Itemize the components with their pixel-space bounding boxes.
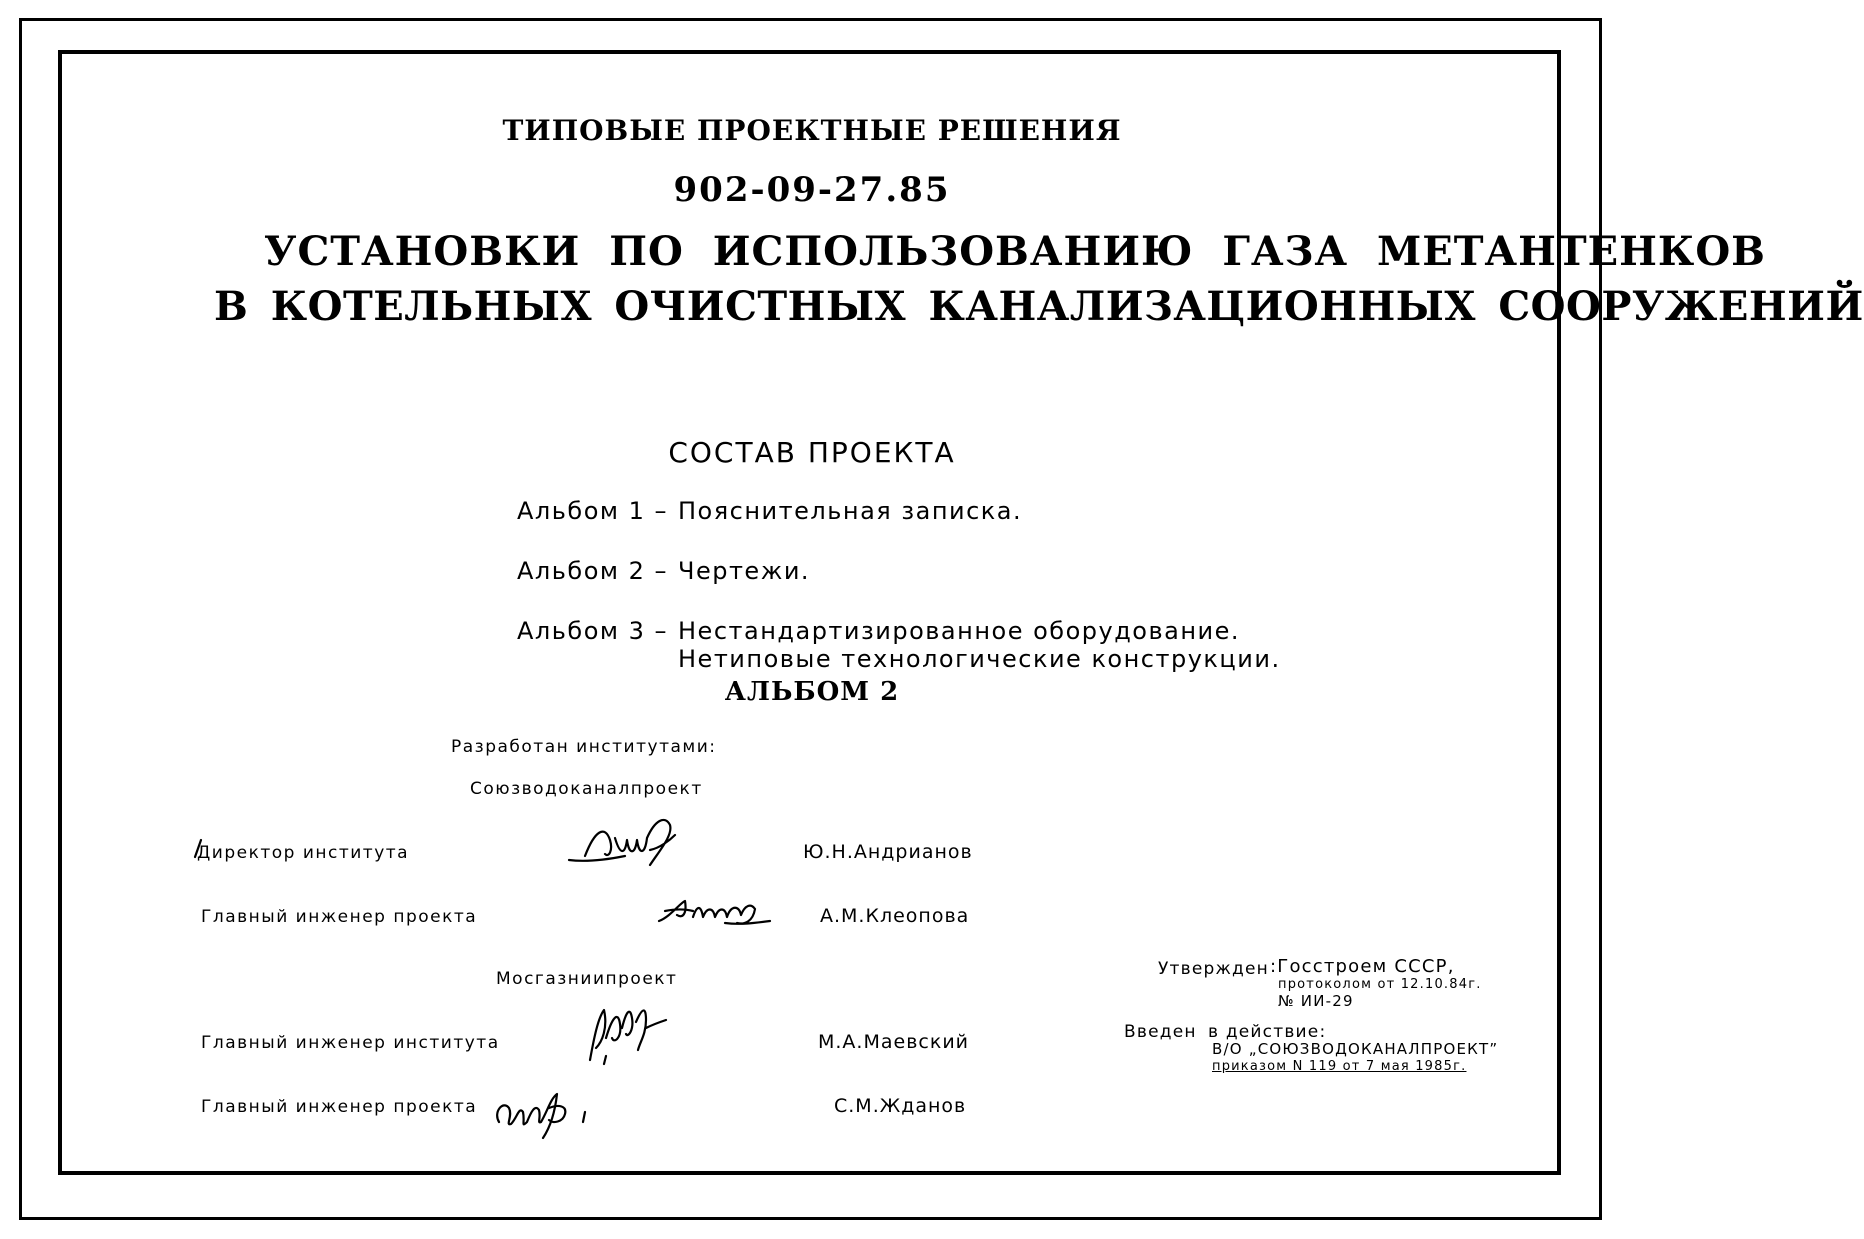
series-label: ТИПОВЫЕ ПРОЕКТНЫЕ РЕШЕНИЯ bbox=[502, 114, 1122, 147]
signatory-role-chief-engineer-2: Главный инженер проекта bbox=[201, 1097, 478, 1117]
signatory-name-zhdanov: С.М.Жданов bbox=[834, 1095, 967, 1117]
signatory-name-andrianov: Ю.Н.Андрианов bbox=[803, 841, 973, 863]
introduced-organization: В/О „СОЮЗВОДОКАНАЛПРОЕКТ” bbox=[1212, 1040, 1499, 1058]
signatory-name-maevsky: М.А.Маевский bbox=[818, 1031, 970, 1053]
signature-zhdanov bbox=[493, 1082, 603, 1147]
signatory-role-chief-engineer-institute: Главный инженер института bbox=[201, 1033, 500, 1053]
signatory-name-kleopova: А.М.Клеопова bbox=[820, 905, 970, 927]
album-1-text: Пояснительная записка. bbox=[678, 497, 1023, 525]
approval-protocol-number: № ИИ-29 bbox=[1278, 992, 1354, 1010]
approved-by: :Госстроем СССР, bbox=[1270, 956, 1455, 977]
album-1-label: Альбом 1 – bbox=[517, 497, 669, 525]
album-3-label: Альбом 3 – bbox=[517, 617, 669, 645]
signatory-role-director: Директор института bbox=[197, 843, 410, 863]
contents-heading: СОСТАВ ПРОЕКТА bbox=[668, 436, 956, 469]
org-mosgazniiproekt: Мосгазниипроект bbox=[496, 969, 678, 989]
signatory-role-chief-engineer-1: Главный инженер проекта bbox=[201, 907, 478, 927]
document-number: 902-09-27.85 bbox=[673, 170, 951, 210]
album-2-label: Альбом 2 – bbox=[517, 557, 669, 585]
title-line-2: В КОТЕЛЬНЫХ ОЧИСТНЫХ КАНАЛИЗАЦИОННЫХ СООРУЖЕНИЙ bbox=[214, 283, 1864, 330]
current-album-label: АЛЬБОМ 2 bbox=[724, 677, 900, 707]
introduced-text: в действие: bbox=[1208, 1022, 1327, 1042]
introduced-label: Введен bbox=[1124, 1022, 1197, 1042]
org-soyuzvodokanalproekt: Союзводоканалпроект bbox=[470, 779, 703, 799]
album-3-text-2: Нетиповые технологические конструкции. bbox=[678, 645, 1281, 673]
title-line-1: УСТАНОВКИ ПО ИСПОЛЬЗОВАНИЮ ГАЗА МЕТАНТЕНКОВ bbox=[264, 228, 1766, 275]
signature-maevsky bbox=[584, 998, 674, 1068]
signature-director bbox=[565, 810, 705, 875]
approved-label: Утвержден bbox=[1158, 959, 1269, 979]
introduction-order: приказом N 119 от 7 мая 1985г. bbox=[1212, 1059, 1467, 1074]
album-2-text: Чертежи. bbox=[678, 557, 811, 585]
approval-protocol: протоколом от 12.10.84г. bbox=[1278, 977, 1482, 992]
signature-kleopova bbox=[655, 893, 775, 928]
album-3-text: Нестандартизированное оборудование. bbox=[678, 617, 1241, 645]
signature-tick-mark bbox=[192, 838, 204, 860]
developed-by-label: Разработан институтами: bbox=[451, 737, 717, 757]
